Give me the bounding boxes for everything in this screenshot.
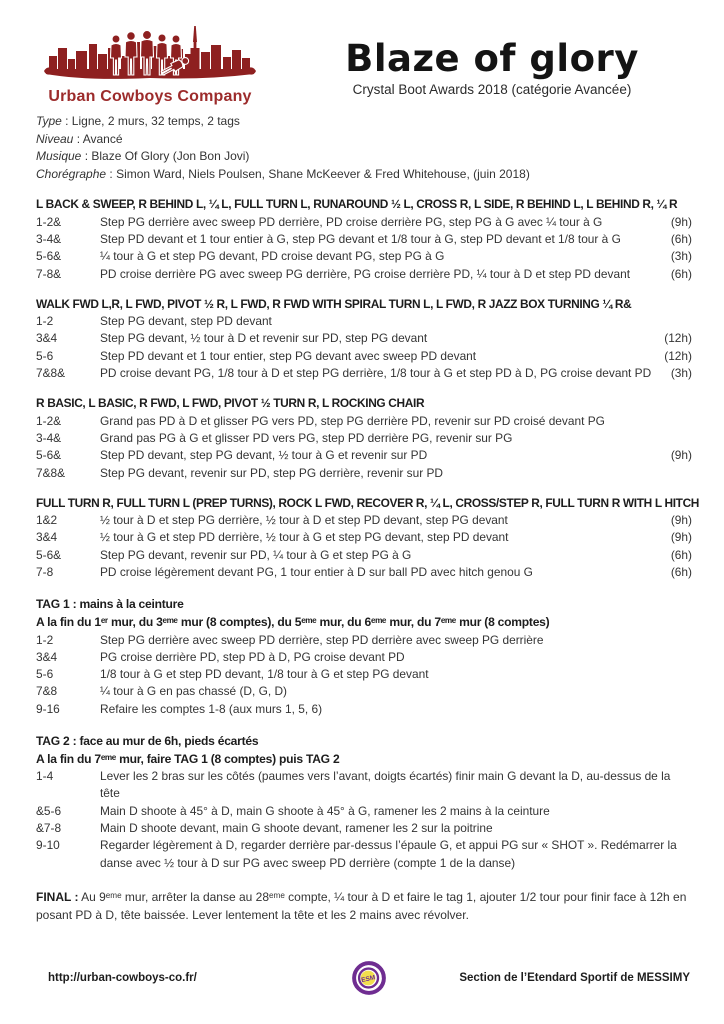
step-description: Step PG devant, revenir sur PD, step PG derrière, revenir sur PD	[100, 465, 443, 480]
footer-club-name: Section de l’Etendard Sportif de MESSIMY	[459, 972, 690, 984]
step-counts: 3&4	[36, 331, 58, 346]
step-description: Step PD devant, step PG devant, ½ tour à G et revenir sur PD	[100, 448, 428, 463]
step-description: Step PG devant, ½ tour à D et revenir sur PD, step PG devant	[100, 331, 428, 346]
step-description: ¼ tour à G et step PG devant, PD croise devant PG, step PG à G	[100, 249, 445, 264]
section-heading: WALK FWD L,R, L FWD, PIVOT ½ R, L FWD, R FWD WITH SPIRAL TURN L, L FWD, R JAZZ BOX TURNING ¼ R&	[36, 296, 632, 311]
step-row	[36, 803, 692, 820]
step-counts: 5-6	[36, 348, 54, 363]
step-counts: 3-4&	[36, 430, 62, 445]
step-description: Step PG derrière avec sweep PD derrière, PD croise derrière PG, step PG à G avec ¼ tour à G	[100, 214, 603, 229]
step-description: Regarder légèrement à D, regarder derrière par-dessus l’épaule G, et appui PG sur « SHOT ». Redémarrer la danse avec ½ tour à D sur PG avec sweep PD derrière (compte 1 de la danse)	[100, 838, 677, 870]
skyline-dancers-icon	[44, 18, 256, 88]
footer	[48, 960, 690, 996]
section-heading: L BACK & SWEEP, R BEHIND L, ¼ L, FULL TURN L, RUNAROUND ½ L, CROSS R, L SIDE, R BEHIND L, L BEHIND R, ¼ R	[36, 197, 678, 212]
step-row	[36, 768, 692, 803]
step-row	[36, 632, 692, 649]
final-section	[36, 889, 692, 924]
step-row	[36, 365, 692, 382]
header	[36, 14, 692, 106]
facing-wall: (6h)	[670, 547, 692, 562]
step-row	[36, 512, 692, 529]
step-counts: 1-2&	[36, 413, 62, 428]
step-description: PD croise légèrement devant PG, 1 tour entier à D sur ball PD avec hitch genou G	[100, 565, 533, 580]
step-description: PD croise derrière PG avec sweep PG derrière, PG croise derrière PD, ¼ tour à D et step PD devant	[100, 266, 631, 281]
step-row	[36, 820, 692, 837]
step-row	[36, 701, 692, 718]
facing-wall: (12h)	[664, 348, 692, 363]
step-row	[36, 413, 692, 430]
step-description: Step PD devant et 1 tour entier, step PG devant avec sweep PD devant	[100, 348, 477, 363]
facing-wall: (9h)	[670, 214, 692, 229]
step-description: ½ tour à G et step PD derrière, ½ tour à G et step PG devant, step PD devant	[100, 530, 509, 545]
dance-section-2	[36, 296, 692, 382]
section-heading: FULL TURN R, FULL TURN L (PREP TURNS), ROCK L FWD, RECOVER R, ¼ L, CROSS/STEP R, FULL TURN R WITH L HITCH	[36, 495, 700, 510]
tag-1-subtitle: A la fin du 1ᵉʳ mur, du 3ᵉᵐᵉ mur (8 comptes), du 5ᵉᵐᵉ mur, du 6ᵉᵐᵉ mur, du 7ᵉᵐᵉ mur (8 comptes)	[36, 614, 550, 629]
facing-wall: (9h)	[670, 513, 692, 528]
step-counts: 1-2	[36, 632, 54, 647]
step-description: Step PD devant et 1 tour entier à G, step PG devant et 1/8 tour à G, step PD devant et 1/8 tour à G	[100, 231, 621, 246]
step-description: ¼ tour à G en pas chassé (D, G, D)	[100, 684, 288, 699]
step-row	[36, 231, 692, 248]
step-counts: 7&8&	[36, 465, 66, 480]
step-counts: 5-6&	[36, 448, 62, 463]
dance-section-4	[36, 495, 700, 581]
title-block	[292, 14, 692, 97]
step-row	[36, 266, 692, 283]
step-counts: 7&8&	[36, 366, 66, 381]
step-row	[36, 313, 692, 330]
meta-niveau: Niveau : Avancé	[36, 131, 123, 146]
svg-text:ESM: ESM	[360, 974, 376, 985]
step-row	[36, 348, 692, 365]
meta-choregraphe: Chorégraphe : Simon Ward, Niels Poulsen, Shane McKeever & Fred Whitehouse, (juin 2018)	[36, 166, 530, 181]
website-url: http://urban-cowboys-co.fr/	[48, 972, 197, 984]
step-row	[36, 547, 692, 564]
step-description: Refaire les comptes 1-8 (aux murs 1, 5, 6)	[100, 701, 323, 716]
meta-block	[36, 113, 692, 183]
section-heading: R BASIC, L BASIC, R FWD, L FWD, PIVOT ½ TURN R, L ROCKING CHAIR	[36, 396, 425, 411]
step-counts: 3&4	[36, 649, 58, 664]
company-name: Urban Cowboys Company	[48, 88, 252, 105]
step-description: Step PG devant, revenir sur PD, ¼ tour à G et step PG à G	[100, 547, 412, 562]
step-description: ½ tour à D et step PG derrière, ½ tour à D et step PD devant, step PG devant	[100, 513, 508, 528]
final-text: Au 9ᵉᵐᵉ mur, arrêter la danse au 28ᵉᵐᵉ compte, ¼ tour à D et faire le tag 1, ajouter 1/2 tour pour finir face à 12h en posant PD à D, tête baissée. Lever lentement la tête et les 2 mains avec révolver.	[36, 889, 687, 922]
step-description: Lever les 2 bras sur les côtés (paumes vers l’avant, doigts écartés) finir main G devant la D, au-dessus de la tête	[100, 769, 671, 801]
step-counts: 1-2&	[36, 214, 62, 229]
meta-type: Type : Ligne, 2 murs, 32 temps, 2 tags	[36, 114, 240, 128]
step-counts: 7&8	[36, 684, 58, 699]
facing-wall: (3h)	[670, 366, 692, 381]
dance-section-3	[36, 395, 692, 481]
step-description: Main D shoote devant, main G shoote devant, ramener les 2 sur la poitrine	[100, 821, 493, 836]
step-counts: 5-6&	[36, 547, 62, 562]
company-logo	[36, 14, 292, 106]
step-counts: 5-6&	[36, 249, 62, 264]
step-row	[36, 465, 692, 482]
dance-section-1	[36, 196, 692, 282]
tag-1-section	[36, 596, 692, 718]
step-row	[36, 430, 692, 447]
esm-logo-icon	[351, 960, 387, 996]
step-description: Step PG derrière avec sweep PD derrière, step PD derrière avec sweep PG derrière	[100, 632, 544, 647]
step-counts: 1-4	[36, 769, 54, 784]
tag-2-title: TAG 2 : face au mur de 6h, pieds écartés	[36, 733, 259, 748]
step-description: Main D shoote à 45° à D, main G shoote à 45° à G, ramener les 2 mains à la ceinture	[100, 803, 550, 818]
step-row	[36, 666, 692, 683]
step-counts: 7-8&	[36, 266, 62, 281]
facing-wall: (9h)	[670, 448, 692, 463]
tag-1-title: TAG 1 : mains à la ceinture	[36, 597, 184, 612]
step-row	[36, 248, 692, 265]
step-row	[36, 837, 692, 872]
dance-title: Blaze of glory	[345, 37, 639, 80]
facing-wall: (6h)	[670, 231, 692, 246]
step-row	[36, 447, 692, 464]
dance-subtitle: Crystal Boot Awards 2018 (catégorie Avancée)	[352, 81, 632, 97]
step-row	[36, 529, 692, 546]
step-row	[36, 214, 692, 231]
step-counts: &7-8	[36, 821, 62, 836]
step-row	[36, 564, 692, 581]
meta-musique: Musique : Blaze Of Glory (Jon Bon Jovi)	[36, 149, 250, 164]
step-counts: &5-6	[36, 803, 62, 818]
step-description: Step PG devant, step PD devant	[100, 314, 272, 329]
step-counts: 3-4&	[36, 231, 62, 246]
facing-wall: (3h)	[670, 249, 692, 264]
step-counts: 9-16	[36, 701, 60, 716]
final-label: FINAL :	[36, 889, 79, 904]
step-counts: 7-8	[36, 565, 54, 580]
step-description: Grand pas PD à D et glisser PG vers PD, step PG derrière PD, revenir sur PD croisé devant PG	[100, 413, 605, 428]
step-description: Grand pas PG à G et glisser PD vers PG, step PD derrière PG, revenir sur PG	[100, 430, 513, 445]
facing-wall: (12h)	[664, 331, 692, 346]
tag-2-section	[36, 733, 692, 872]
step-description: 1/8 tour à G et step PD devant, 1/8 tour à G et step PG devant	[100, 667, 429, 682]
step-counts: 5-6	[36, 667, 54, 682]
step-description: PG croise derrière PD, step PD à D, PG croise devant PD	[100, 649, 405, 664]
step-row	[36, 649, 692, 666]
step-counts: 9-10	[36, 838, 60, 853]
step-row	[36, 330, 692, 347]
tag-2-subtitle: A la fin du 7ᵉᵐᵉ mur, faire TAG 1 (8 comptes) puis TAG 2	[36, 751, 340, 766]
step-counts: 3&4	[36, 530, 58, 545]
step-row	[36, 683, 692, 700]
facing-wall: (6h)	[670, 565, 692, 580]
facing-wall: (6h)	[670, 266, 692, 281]
step-description: PD croise devant PG, 1/8 tour à D et step PG derrière, 1/8 tour à G et step PD à D, PG croise devant PD	[100, 366, 652, 381]
step-counts: 1&2	[36, 513, 58, 528]
step-counts: 1-2	[36, 314, 54, 329]
facing-wall: (9h)	[670, 530, 692, 545]
